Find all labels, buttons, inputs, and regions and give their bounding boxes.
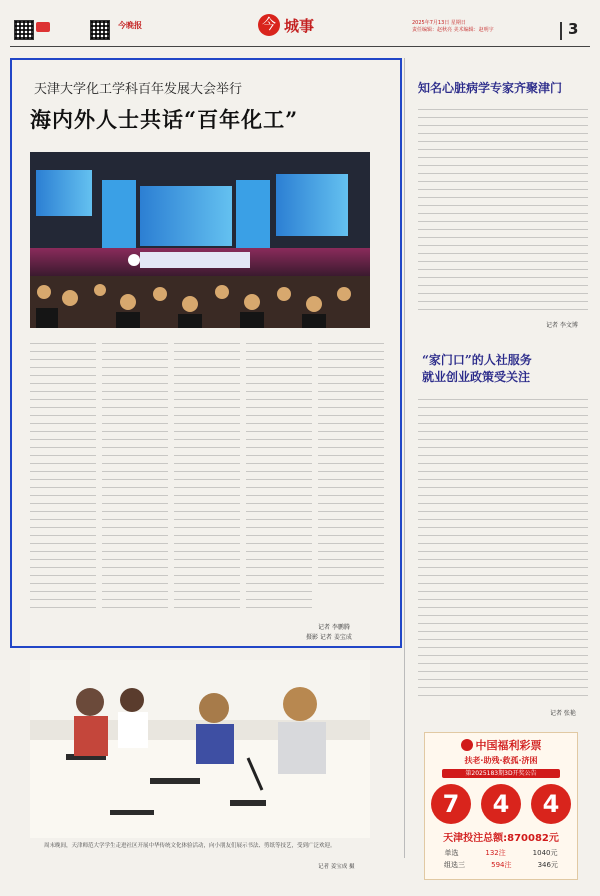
lottery-brand: 中国福利彩票 xyxy=(475,739,542,752)
article-byline: 记者 李鹏腾 xyxy=(318,624,350,631)
partner-logo: 今晚报 xyxy=(118,20,142,30)
section-name: 城事 xyxy=(284,16,315,35)
photo-byline: 记者 姜宝成 摄 xyxy=(318,864,355,870)
conference-photo xyxy=(30,152,370,328)
editor-line: 责任编辑：赵秋亮 美术编辑：赵明宇 xyxy=(412,27,494,33)
lottery-row2-label: 组选三 xyxy=(444,861,466,869)
column-rule xyxy=(404,58,405,858)
photo-caption: 周末晚间，天津师范大学学生走进社区开展中华传统文化体验活动，向小朋友们展示书法、剪纸等技艺，受到广泛欢迎。 xyxy=(44,843,336,849)
lottery-row2-count: 594注 xyxy=(491,861,512,869)
lottery-row-2 xyxy=(425,860,577,870)
page-divider xyxy=(560,22,562,40)
lottery-row1-amount: 1040元 xyxy=(532,849,558,857)
lottery-brand-row xyxy=(425,737,577,753)
lottery-box[interactable] xyxy=(424,732,578,880)
lottery-number-3: 4 xyxy=(531,784,571,824)
section-icon: 今 xyxy=(258,14,280,36)
sidebar-story2-title-line2: 就业创业政策受关注 xyxy=(422,370,531,384)
sidebar-story2-body xyxy=(418,394,588,700)
qr-code-icon[interactable] xyxy=(14,20,34,40)
date-line: 2025年7月13日 星期日 xyxy=(412,20,466,26)
sidebar-story2-byline: 记者 张艳 xyxy=(550,710,576,717)
calligraphy-photo xyxy=(30,660,370,838)
lottery-number-1: 7 xyxy=(431,784,471,824)
article-body-col-1 xyxy=(30,338,96,614)
article-photo-credit: 摄影 记者 姜宝成 xyxy=(306,634,352,641)
sidebar-story2-title-line1: “家门口”的人社服务 xyxy=(422,353,532,367)
article-body-col-4 xyxy=(246,338,312,614)
app-logo xyxy=(36,22,86,36)
lottery-logo-icon xyxy=(461,739,473,751)
lottery-numbers xyxy=(425,784,577,824)
lottery-row1-count: 132注 xyxy=(485,849,506,857)
sidebar-story1-byline: 记者 李文博 xyxy=(546,322,578,329)
lottery-number-2: 4 xyxy=(481,784,521,824)
article-body-col-3 xyxy=(174,338,240,614)
sidebar-story1-title[interactable]: 知名心脏病学专家齐聚津门 xyxy=(418,81,563,95)
lottery-row-1 xyxy=(425,848,577,858)
section-header xyxy=(258,14,314,36)
qr-code-icon-2[interactable] xyxy=(90,20,110,40)
article-headline: 海内外人士共话“百年化工” xyxy=(30,107,299,132)
lottery-total: 天津投注总额:870082元 xyxy=(443,833,559,844)
article-body-col-5 xyxy=(318,338,384,590)
masthead-rule xyxy=(10,46,590,47)
lottery-slogan: 扶老·助残·救孤·济困 xyxy=(464,756,538,765)
article-kicker: 天津大学化工学科百年发展大会举行 xyxy=(34,82,243,97)
lottery-row2-amount: 346元 xyxy=(537,861,558,869)
sidebar-story2-title[interactable] xyxy=(422,352,592,386)
lottery-row1-label: 单选 xyxy=(444,849,459,857)
page-number: 3 xyxy=(568,20,579,38)
sidebar-story1-body xyxy=(418,104,588,314)
article-body-col-2 xyxy=(102,338,168,614)
lottery-draw: 第2025183期3D开奖公告 xyxy=(442,769,560,778)
